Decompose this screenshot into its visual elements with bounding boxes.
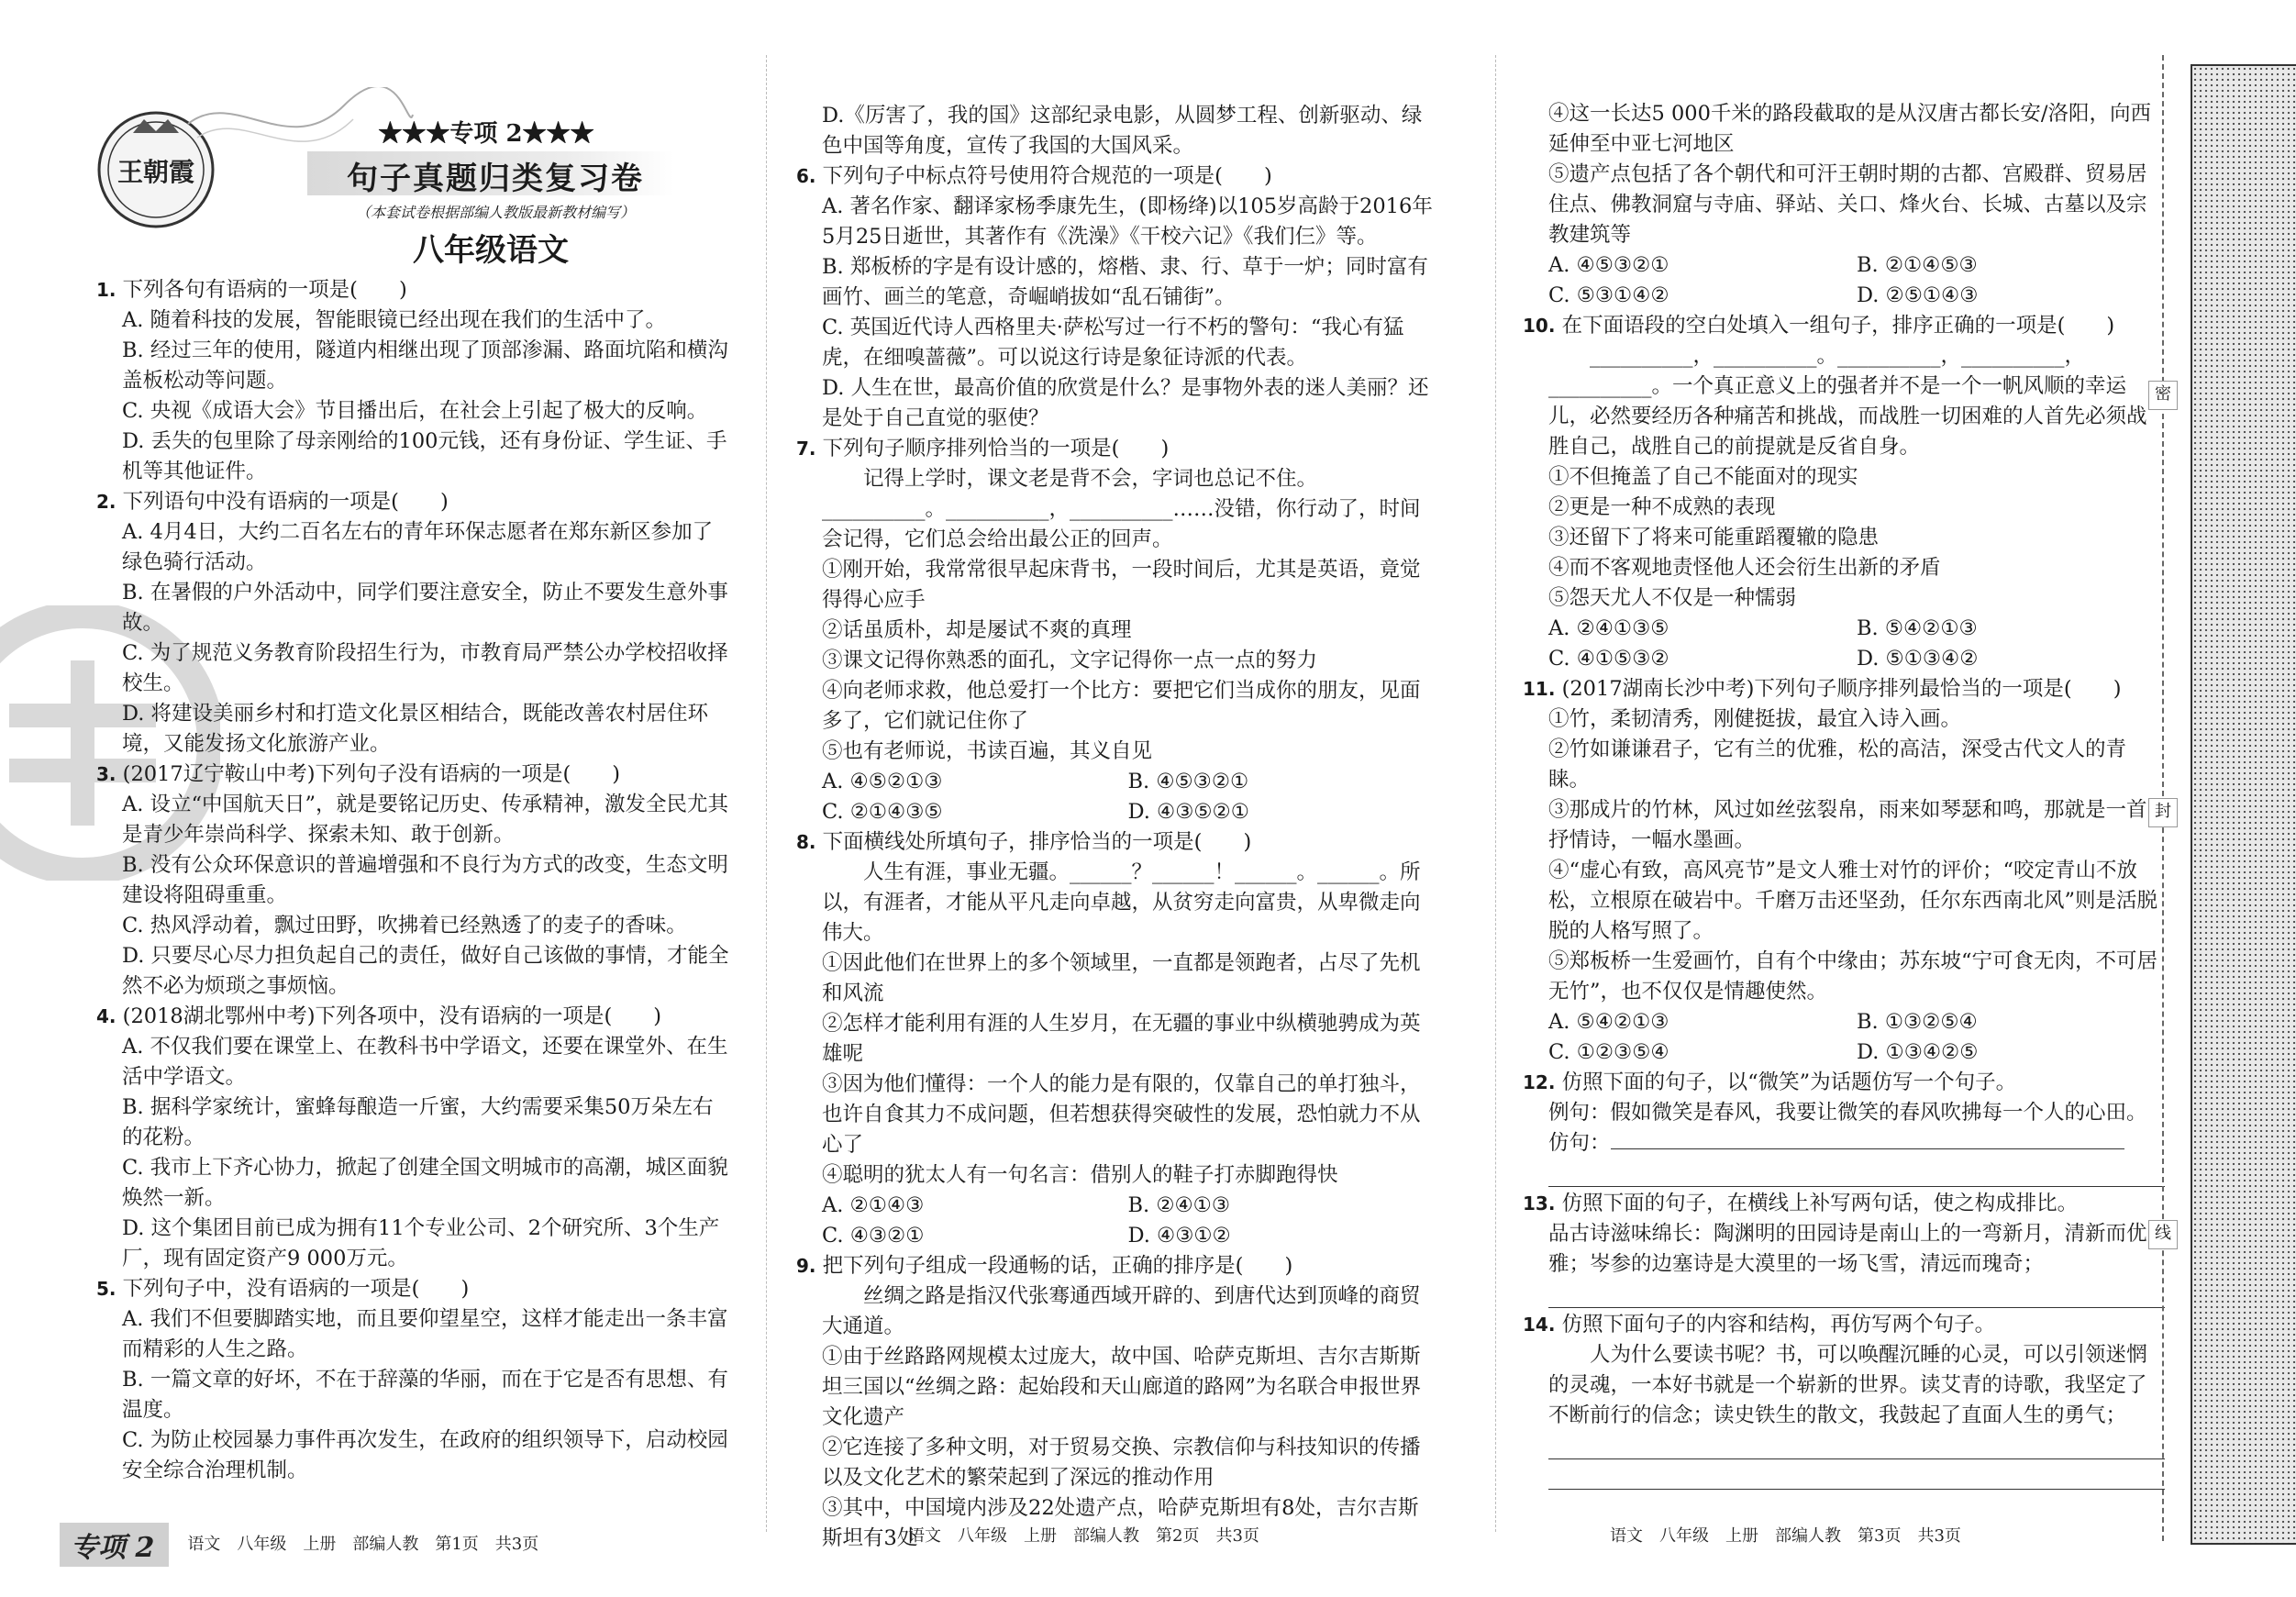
option: D. 这个集团目前已成为拥有11个专业公司、2个研究所、3个生产厂，现有固定资产9 000万元。 bbox=[122, 1216, 720, 1270]
choice: C. ②①④③⑤ bbox=[822, 800, 943, 824]
option: D. 只要尽心尽力担负起自己的责任，做好自己该做的事情，才能全然不必为烦琐之事烦恼。 bbox=[122, 944, 729, 998]
item: ①竹，柔韧清秀，刚健挺拔，最宜入诗入画。 bbox=[1548, 707, 1962, 731]
passage: 丝绸之路是指汉代张骞通西域开辟的、到唐代达到顶峰的商贸大通道。 bbox=[822, 1284, 1421, 1338]
question-stem: 下列语句中没有语病的一项是( ) bbox=[122, 490, 449, 514]
option: A. 随着科技的发展，智能眼镜已经出现在我们的生活中了。 bbox=[122, 308, 667, 332]
option: D. 人生在世，最高价值的欣赏是什么？是事物外表的迷人美丽？还是处于自己直觉的驱使？ bbox=[822, 376, 1429, 430]
question-1: 1. 下列各句有语病的一项是( ) A. 随着科技的发展，智能眼镜已经出现在我们的生活中了。 B. 经过三年的使用，隧道内相继出现了顶部渗漏、路面坑陷和横沟盖板松动等问题。 C. 央视《成语大会》节目播出后，在社会上引起了极大的反响。 D. 丢失的包里除了母亲刚给的100元钱，还有身份证、学生证、手机等其他证件。 bbox=[96, 275, 729, 487]
option: C. 为了规范义务教育阶段招生行为，市教育局严禁公办学校招收择校生。 bbox=[122, 641, 728, 695]
choice: C. ④①⑤③② bbox=[1548, 647, 1669, 671]
passage: 人生有涯，事业无疆。______？______！______。______。所以，有涯者，才能从平凡走向卓越，从贫穷走向富贵，从卑微走向伟大。 bbox=[822, 860, 1421, 945]
question-stem: (2017湖南长沙中考)下列句子顺序排列最恰当的一项是( ) bbox=[1561, 677, 2122, 701]
option: B. 在暑假的户外活动中，同学们要注意安全，防止不要发生意外事故。 bbox=[122, 581, 728, 635]
item: ④而不客观地责怪他人还会衍生出新的矛盾 bbox=[1548, 556, 1941, 580]
choice: C. ⑤③①④② bbox=[1548, 283, 1669, 307]
choice: A. ④⑤③②① bbox=[1548, 253, 1669, 277]
binding-label: 线 bbox=[2148, 1220, 2178, 1249]
option: B. 郑板桥的字是有设计感的，熔楷、隶、行、草于一炉；同时富有画竹、画兰的笔意，奇崛峭拔如“乱石铺街”。 bbox=[822, 255, 1428, 309]
question-stem: 下列各句有语病的一项是( ) bbox=[122, 278, 407, 302]
question-stem: 下列句子中，没有语病的一项是( ) bbox=[122, 1277, 470, 1301]
binding-label: 封 bbox=[2148, 798, 2178, 827]
passage: 品古诗滋味绵长：陶渊明的田园诗是南山上的一弯新月，清新而优雅；岑参的边塞诗是大漠里的一场飞雪，清远而瑰奇； bbox=[1548, 1222, 2147, 1276]
answer-line[interactable] bbox=[1548, 1461, 2165, 1490]
option: A. 设立“中国航天日”，就是要铭记历史、传承精神，激发全民尤其是青少年崇尚科学、探索未知、敢于创新。 bbox=[122, 793, 729, 847]
binding-label: 密 bbox=[2148, 381, 2178, 410]
page-info: 语文 八年级 上册 部编人教 第3页 共3页 bbox=[1610, 1526, 1961, 1546]
option: A. 著名作家、翻译家杨季康先生，(即杨绛)以105岁高龄于2016年5月25日逝世，其著作有《洗澡》《干校六记》《我们仨》等。 bbox=[822, 194, 1433, 249]
footer-page-2 bbox=[908, 1523, 1259, 1547]
option: A. 4月4日，大约二百名左右的青年环保志愿者在郑东新区参加了绿色骑行活动。 bbox=[122, 520, 714, 574]
option: B. 据科学家统计，蜜蜂每酿造一斤蜜，大约需要采集50万朵左右的花粉。 bbox=[122, 1095, 714, 1149]
item: ⑤也有老师说，书读百遍，其义自见 bbox=[822, 739, 1153, 763]
choices bbox=[796, 1221, 1434, 1251]
item: ③还留下了将来可能重蹈覆辙的隐患 bbox=[1548, 526, 1880, 549]
option: D. 丢失的包里除了母亲刚给的100元钱，还有身份证、学生证、手机等其他证件。 bbox=[122, 429, 727, 483]
question-2: 2. 下列语句中没有语病的一项是( ) A. 4月4日，大约二百名左右的青年环保志愿者在郑东新区参加了绿色骑行活动。 B. 在暑假的户外活动中，同学们要注意安全，防止不要发生意外事故。 C. 为了规范义务教育阶段招生行为，市教育局严禁公办学校招收择校生。 D. 将建设美丽乡村和打造文化景区相结合，既能改善农村居住环境，又能发扬文化旅游产业。 bbox=[96, 487, 729, 760]
item: ②它连接了多种文明，对于贸易交换、宗教信仰与科技知识的传播以及文化艺术的繁荣起到了深远的推动作用 bbox=[822, 1436, 1421, 1490]
item: ③其中，中国境内涉及22处遗产点，哈萨克斯坦有8处，吉尔吉斯斯坦有3处 bbox=[822, 1496, 1419, 1550]
item: ⑤怨天尤人不仅是一种懦弱 bbox=[1548, 586, 1797, 610]
option: C. 热风浮动着，飘过田野，吹拂着已经熟透了的麦子的香味。 bbox=[122, 914, 687, 937]
item: ③因为他们懂得：一个人的能力是有限的，仅靠自己的单打独斗，也许自食其力不成问题，但若想获得突破性的发展，恐怕就力不从心了 bbox=[822, 1072, 1421, 1157]
page-info: 语文 八年级 上册 部编人教 第2页 共3页 bbox=[908, 1526, 1259, 1546]
choices bbox=[1523, 1007, 2165, 1037]
choices bbox=[1523, 1037, 2165, 1068]
column-1 bbox=[96, 275, 729, 1486]
question-13: 13. 仿照下面的句子，在横线上补写两句话，使之构成排比。 品古诗滋味绵长：陶渊明的田园诗是南山上的一弯新月，清新而优雅；岑参的边塞诗是大漠里的一场飞雪，清远而瑰奇； bbox=[1523, 1189, 2165, 1308]
footer-page-1 bbox=[60, 1523, 538, 1567]
footer-tag: 专项 2 bbox=[60, 1523, 169, 1567]
choice: A. ②④①③⑤ bbox=[1548, 616, 1669, 640]
choice: B. ②①④⑤③ bbox=[1857, 253, 1978, 277]
option: A. 我们不但要脚踏实地，而且要仰望星空，这样才能走出一条丰富而精彩的人生之路。 bbox=[122, 1307, 728, 1361]
binding-strip bbox=[2191, 64, 2296, 1545]
choice: C. ①②③⑤④ bbox=[1548, 1040, 1669, 1064]
example-sentence: 例句：假如微笑是春风，我要让微笑的春风吹拂每一个人的心田。 bbox=[1548, 1101, 2147, 1125]
option: B. 没有公众环保意识的普遍增强和不良行为方式的改变，生态文明建设将阻碍重重。 bbox=[122, 853, 728, 907]
question-stem: 仿照下面句子的内容和结构，再仿写两个句子。 bbox=[1561, 1313, 1996, 1336]
choices bbox=[1523, 614, 2165, 644]
item: ⑤郑板桥一生爱画竹，自有个中缘由；苏东坡“宁可食无肉，不可居无竹”，也不仅仅是情趣使然。 bbox=[1548, 949, 2158, 1004]
item: ⑤遗产点包括了各个朝代和可汗王朝时期的古都、宫殿群、贸易居住点、佛教洞窟与寺庙、驿站、关口、烽火台、长城、古墓以及宗教建筑等 bbox=[1548, 162, 2147, 247]
choice: B. ⑤④②①③ bbox=[1857, 616, 1978, 640]
question-5: 5. 下列句子中，没有语病的一项是( ) A. 我们不但要脚踏实地，而且要仰望星空，这样才能走出一条丰富而精彩的人生之路。 B. 一篇文章的好坏，不在于辞藻的华丽，而在于它是否有思想、有温度。 C. 为防止校园暴力事件再次发生，在政府的组织领导下，启动校园安全综合治理机制。 bbox=[96, 1274, 729, 1486]
answer-line[interactable] bbox=[1548, 1280, 2165, 1308]
question-9: 9. 把下列句子组成一段通畅的话，正确的排序是( ) 丝绸之路是指汉代张骞通西域开辟的、到唐代达到顶峰的商贸大通道。 ①由于丝路路网规模太过庞大，故中国、哈萨克斯坦、吉尔吉斯斯坦三国以“丝绸之路：起始段和天山廊道的路网”为名联合申报世界文化遗产 ②它连接了多种文明，对于贸易交换、宗教信仰与科技知识的传播以及文化艺术的繁荣起到了深远的推动作用 ③其中，中国境内涉及22处遗产点，哈萨克斯坦有8处，吉尔吉斯斯坦有3处 bbox=[796, 1251, 1434, 1554]
choice: B. ④⑤③②① bbox=[1127, 770, 1249, 793]
special-label: ★★★专项 2★★★ bbox=[378, 120, 594, 148]
question-14: 14. 仿照下面句子的内容和结构，再仿写两个句子。 人为什么要读书呢？书，可以唤醒沉睡的心灵，可以引领迷惘的灵魂，一本好书就是一个崭新的世界。读艾青的诗歌，我坚定了不断前行的信念；读史铁生的散文，我鼓起了直面人生的勇气； bbox=[1523, 1310, 2165, 1490]
item: ③那成片的竹林，风过如丝弦裂帛，雨来如琴瑟和鸣，那就是一首抒情诗，一幅水墨画。 bbox=[1548, 798, 2147, 852]
paper-header bbox=[87, 96, 729, 271]
choices bbox=[1523, 250, 2165, 281]
question-stem: 仿照下面的句子，以“微笑”为话题仿写一个句子。 bbox=[1561, 1070, 2017, 1094]
choices bbox=[796, 1191, 1434, 1221]
column-2 bbox=[796, 101, 1434, 1554]
footer-page-3 bbox=[1610, 1523, 1961, 1547]
choice: A. ⑤④②①③ bbox=[1548, 1010, 1669, 1034]
item: ③课文记得你熟悉的面孔，文字记得你一点一点的努力 bbox=[822, 649, 1318, 672]
choice: A. ④⑤②①③ bbox=[822, 770, 943, 793]
question-stem: 下列句子中标点符号使用符合规范的一项是( ) bbox=[822, 164, 1272, 188]
answer-line[interactable] bbox=[1611, 1128, 2124, 1149]
choice: A. ②①④③ bbox=[822, 1193, 925, 1217]
paper-subnote: （本套试卷根据部编人教版最新教材编写） bbox=[355, 204, 635, 221]
item: ④这一长达5 000千米的路段截取的是从汉唐古都长安/洛阳，向西延伸至中亚七河地区 bbox=[1548, 102, 2151, 156]
question-stem: 仿照下面的句子，在横线上补写两句话，使之构成排比。 bbox=[1561, 1192, 2079, 1215]
question-8: 8. 下面横线处所填句子，排序恰当的一项是( ) 人生有涯，事业无疆。______？______！______。______。所以，有涯者，才能从平凡走向卓越，从贫穷走向富贵，从卑微走向伟大。 ①因此他们在世界上的多个领域里，一直都是领跑者，占尽了先机和风流 ②怎样才能利用有涯的人生岁月，在无疆的事业中纵横驰骋成为英雄呢 ③因为他们懂得：一个人的能力是有限的，仅靠自己的单打独斗，也许自食其力不成问题，但若想获得突破性的发展，恐怕就力不从心了 ④聪明的犹太人有一句名言：借别人的鞋子打赤脚跑得快 A. ②①④③ B. ②④①③ C. ④③②① D. ④③①② bbox=[796, 827, 1434, 1251]
choice: D. ⑤①③④② bbox=[1857, 647, 1979, 671]
question-12: 12. 仿照下面的句子，以“微笑”为话题仿写一个句子。 例句：假如微笑是春风，我要让微笑的春风吹拂每一个人的心田。 仿句： bbox=[1523, 1068, 2165, 1187]
question-stem: 下列句子顺序排列恰当的一项是( ) bbox=[822, 437, 1170, 460]
question-6: 6. 下列句子中标点符号使用符合规范的一项是( ) A. 著名作家、翻译家杨季康先生，(即杨绛)以105岁高龄于2016年5月25日逝世，其著作有《洗澡》《干校六记》《我们仨》等。 B. 郑板桥的字是有设计感的，熔楷、隶、行、草于一炉；同时富有画竹、画兰的笔意，奇崛峭拔如“乱石铺街”。 C. 英国近代诗人西格里夫·萨松写过一行不朽的警句：“我心有猛虎，在细嗅蔷薇”。可以说这行诗是象征诗派的代表。 D. 人生在世，最高价值的欣赏是什么？是事物外表的迷人美丽？还是处于自己直觉的驱使？ bbox=[796, 161, 1434, 434]
choice: D. ④③⑤②① bbox=[1127, 800, 1249, 824]
column-divider bbox=[766, 55, 767, 1532]
choice: D. ④③①② bbox=[1127, 1224, 1231, 1248]
question-11: 11. (2017湖南长沙中考)下列句子顺序排列最恰当的一项是( ) ①竹，柔韧清秀，刚健挺拔，最宜入诗入画。 ②竹如谦谦君子，它有兰的优雅，松的高洁，深受古代文人的青睐。 ③那成片的竹林，风过如丝弦裂帛，雨来如琴瑟和鸣，那就是一首抒情诗，一幅水墨画。 ④“虚心有致，高风亮节”是文人雅士对竹的评价；“咬定青山不放松，立根原在破岩中。千磨万击还坚劲，任尔东西南北风”则是活脱脱的人格写照了。 ⑤郑板桥一生爱画竹，自有个中缘由；苏东坡“宁可食无肉，不可居无竹”，也不仅仅是情趣使然。 A. ⑤④②①③ B. ①③②⑤④ C. ①②③⑤④ D. ①③④②⑤ bbox=[1523, 674, 2165, 1068]
column-divider bbox=[1495, 55, 1496, 1532]
option: B. 经过三年的使用，隧道内相继出现了顶部渗漏、路面坑陷和横沟盖板松动等问题。 bbox=[122, 338, 728, 393]
passage: 记得上学时，课文老是背不会，字词也总记不住。__________。__________，__________……没错，你行动了，时间会记得，它们总会给出最公正的回声。 bbox=[822, 467, 1421, 551]
option: D. 将建设美丽乡村和打造文化景区相结合，既能改善农村居住环境，又能发扬文化旅游产业。 bbox=[122, 702, 709, 756]
option: D.《厉害了，我的国》这部纪录电影，从圆梦工程、创新驱动、绿色中国等角度，宣传了我国的大国风采。 bbox=[822, 104, 1423, 158]
choice: C. ④③②① bbox=[822, 1224, 925, 1248]
question-7: 7. 下列句子顺序排列恰当的一项是( ) 记得上学时，课文老是背不会，字词也总记不住。__________。__________，__________……没错，你行动了，时间会记得，它们总会给出最公正的回声。 ①刚开始，我常常很早起床背书，一段时间后，尤其是英语，竟觉得得心应手 ②话虽质朴，却是屡试不爽的真理 ③课文记得你熟悉的面孔，文字记得你一点一点的努力 ④向老师求救，他总爱打一个比方：要把它们当成你的朋友，见面多了，它们就记住你了 ⑤也有老师说，书读百遍，其义自见 A. ④⑤②①③ B. ④⑤③②① C. ②①④③⑤ D. ④③⑤②① bbox=[796, 434, 1434, 827]
paper-title: 句子真题归类复习卷 bbox=[347, 161, 644, 197]
item: ①不但掩盖了自己不能面对的现实 bbox=[1548, 465, 1858, 489]
item: ①刚开始，我常常很早起床背书，一段时间后，尤其是英语，竟觉得得心应手 bbox=[822, 558, 1421, 612]
item: ④“虚心有致，高风亮节”是文人雅士对竹的评价；“咬定青山不放松，立根原在破岩中。千磨万击还坚劲，任尔东西南北风”则是活脱脱的人格写照了。 bbox=[1548, 859, 2158, 943]
question-stem: 在下面语段的空白处填入一组句子，排序正确的一项是( ) bbox=[1561, 314, 2115, 338]
option: A. 不仅我们要在课堂上、在教科书中学语文，还要在课堂外、在生活中学语文。 bbox=[122, 1035, 728, 1089]
item: ④聪明的犹太人有一句名言：借别人的鞋子打赤脚跑得快 bbox=[822, 1163, 1338, 1187]
question-4: 4. (2018湖北鄂州中考)下列各项中，没有语病的一项是( ) A. 不仅我们要在课堂上、在教科书中学语文，还要在课堂外、在生活中学语文。 B. 据科学家统计，蜜蜂每酿造一斤蜜，大约需要采集50万朵左右的花粉。 C. 我市上下齐心协力，掀起了创建全国文明城市的高潮，城区面貌焕然一新。 D. 这个集团目前已成为拥有11个专业公司、2个研究所、3个生产厂，现有固定资产9 000万元。 bbox=[96, 1002, 729, 1274]
option: C. 为防止校园暴力事件再次发生，在政府的组织领导下，启动校园安全综合治理机制。 bbox=[122, 1428, 728, 1482]
page-info: 语文 八年级 上册 部编人教 第1页 共3页 bbox=[187, 1535, 539, 1554]
answer-line[interactable] bbox=[1548, 1431, 2165, 1459]
item: ②竹如谦谦君子，它有兰的优雅，松的高洁，深受古代文人的青睐。 bbox=[1548, 738, 2127, 792]
answer-line[interactable] bbox=[1548, 1159, 2165, 1187]
choices bbox=[796, 797, 1434, 827]
item: ①由于丝路路网规模太过庞大，故中国、哈萨克斯坦、吉尔吉斯斯坦三国以“丝绸之路：起始段和天山廊道的路网”为名联合申报世界文化遗产 bbox=[822, 1345, 1422, 1429]
choices bbox=[1523, 281, 2165, 311]
question-stem: (2018湖北鄂州中考)下列各项中，没有语病的一项是( ) bbox=[122, 1004, 662, 1028]
choices bbox=[1523, 644, 2165, 674]
question-stem: 下面横线处所填句子，排序恰当的一项是( ) bbox=[822, 830, 1252, 854]
question-stem: (2017辽宁鞍山中考)下列句子没有语病的一项是( ) bbox=[122, 762, 621, 786]
choice: D. ②⑤①④③ bbox=[1857, 283, 1979, 307]
grade-subject: 八年级语文 bbox=[413, 232, 569, 269]
option: C. 英国近代诗人西格里夫·萨松写过一行不朽的警句：“我心有猛虎，在细嗅蔷薇”。可以说这行诗是象征诗派的代表。 bbox=[822, 316, 1404, 370]
item: ②话虽质朴，却是屡试不爽的真理 bbox=[822, 618, 1132, 642]
answer-prompt: 仿句： bbox=[1523, 1128, 2165, 1159]
choice: D. ①③④②⑤ bbox=[1857, 1040, 1979, 1064]
choices bbox=[796, 767, 1434, 797]
item: ④向老师求救，他总爱打一个比方：要把它们当成你的朋友，见面多了，它们就记住你了 bbox=[822, 679, 1421, 733]
option: C. 央视《成语大会》节目播出后，在社会上引起了极大的反响。 bbox=[122, 399, 708, 423]
option: B. 一篇文章的好坏，不在于辞藻的华丽，而在于它是否有思想、有温度。 bbox=[122, 1368, 728, 1422]
column-3 bbox=[1523, 99, 2165, 1492]
passage: 人为什么要读书呢？书，可以唤醒沉睡的心灵，可以引领迷惘的灵魂，一本好书就是一个崭新的世界。读艾青的诗歌，我坚定了不断前行的信念；读史铁生的散文，我鼓起了直面人生的勇气； bbox=[1548, 1343, 2147, 1427]
option: C. 我市上下齐心协力，掀起了创建全国文明城市的高潮，城区面貌焕然一新。 bbox=[122, 1156, 728, 1210]
item: ②更是一种不成熟的表现 bbox=[1548, 495, 1776, 519]
choice: B. ②④①③ bbox=[1127, 1193, 1231, 1217]
question-stem: 把下列句子组成一段通畅的话，正确的排序是( ) bbox=[822, 1254, 1293, 1278]
item: ②怎样才能利用有涯的人生岁月，在无疆的事业中纵横驰骋成为英雄呢 bbox=[822, 1012, 1421, 1066]
item: ①因此他们在世界上的多个领域里，一直都是领跑者，占尽了先机和风流 bbox=[822, 951, 1421, 1005]
svg-text:王朝霞: 王朝霞 bbox=[116, 157, 195, 187]
choice: B. ①③②⑤④ bbox=[1857, 1010, 1978, 1034]
question-10: 10. 在下面语段的空白处填入一组句子，排序正确的一项是( ) __________，__________。__________，__________，__________。一个真正意义上的强者并不是一个一帆风顺的幸运儿，必然要经历各种痛苦和挑战，而战胜一切困难的人首先必须战胜自己，战胜自己的前提就是反省自身。 ①不但掩盖了自己不能面对的现实 ②更是一种不成熟的表现 ③还留下了将来可能重蹈覆辙的隐患 ④而不客观地责怪他人还会衍生出新的矛盾 ⑤怨天尤人不仅是一种懦弱 A. ②④①③⑤ B. ⑤④②①③ C. ④①⑤③② D. ⑤①③④② bbox=[1523, 311, 2165, 674]
passage: __________，__________。__________，__________，__________。一个真正意义上的强者并不是一个一帆风顺的幸运儿，必然要经历各种痛苦和挑战，而战胜一切困难的人首先必须战胜自己，战胜自己的前提就是反省自身。 bbox=[1548, 344, 2147, 459]
question-3: 3. (2017辽宁鞍山中考)下列句子没有语病的一项是( ) A. 设立“中国航天日”，就是要铭记历史、传承精神，激发全民尤其是青少年崇尚科学、探索未知、敢于创新。 B. 没有公众环保意识的普遍增强和不良行为方式的改变，生态文明建设将阻碍重重。 C. 热风浮动着，飘过田野，吹拂着已经熟透了的麦子的香味。 D. 只要尽心尽力担负起自己的责任，做好自己该做的事情，才能全然不必为烦琐之事烦恼。 bbox=[96, 760, 729, 1002]
